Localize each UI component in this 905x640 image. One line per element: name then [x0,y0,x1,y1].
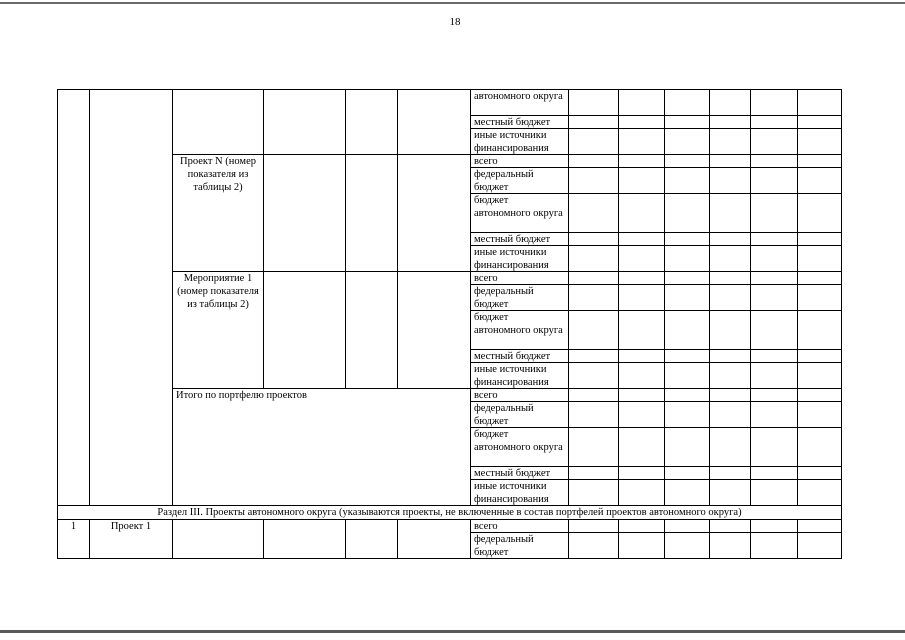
amount-cell [568,232,619,246]
amount-cell [750,519,798,533]
amount-cell [797,271,842,285]
amount-cell [750,128,798,155]
funding-source-cell-text: местный бюджет [474,351,551,362]
amount-cell [664,427,710,467]
group-value-cell [397,154,471,272]
amount-cell [618,245,665,272]
amount-cell [664,466,710,480]
group-value-cell [345,519,398,559]
amount-cell [750,167,798,194]
funding-source-cell [470,154,569,168]
group-value-cell [345,154,398,272]
funding-source-cell [470,89,569,116]
amount-cell [618,466,665,480]
group-value-cell [345,271,398,389]
amount-cell [618,349,665,363]
amount-cell [797,89,842,116]
amount-cell [709,167,751,194]
amount-cell [664,362,710,389]
amount-cell [750,388,798,402]
amount-cell [568,362,619,389]
funding-source-cell-text: местный бюджет [474,234,551,245]
funding-source-cell [470,271,569,285]
amount-cell [618,284,665,311]
funding-source-cell [470,388,569,402]
funding-source-cell-text: всего [474,390,498,401]
amount-cell [568,154,619,168]
amount-cell [568,466,619,480]
funding-source-cell-text: бюджет автономного округа [474,195,563,219]
amount-cell [664,115,710,129]
bottom-border-line [0,630,905,633]
group-value-cell [263,271,346,389]
amount-cell [709,532,751,559]
amount-cell [618,115,665,129]
amount-cell [568,193,619,233]
group-label-cell-text: Проект N (номер показателя из таблицы 2) [180,156,256,193]
amount-cell [664,349,710,363]
amount-cell [709,310,751,350]
group-value-cell [397,519,471,559]
amount-cell [618,310,665,350]
funding-source-cell-text: федеральный бюджет [474,403,534,427]
amount-cell [797,284,842,311]
amount-cell [797,401,842,428]
amount-cell [664,310,710,350]
funding-source-cell-text: автономного округа [474,91,563,102]
amount-cell [664,519,710,533]
amount-cell [709,519,751,533]
funding-source-cell [470,193,569,233]
amount-cell [709,245,751,272]
amount-cell [797,519,842,533]
amount-cell [618,479,665,506]
funding-source-cell-text: местный бюджет [474,117,551,128]
group-value-cell [172,519,264,559]
group-label-cell-text: Мероприятие 1 (номер показателя из таблицы 2) [177,273,259,310]
group-label-cell [172,89,264,155]
group-value-cell [397,89,471,155]
group-value-cell [345,89,398,155]
amount-cell [618,427,665,467]
amount-cell [664,271,710,285]
amount-cell [797,479,842,506]
amount-cell [568,115,619,129]
amount-cell [618,232,665,246]
amount-cell [797,466,842,480]
amount-cell [709,284,751,311]
funding-source-cell [470,466,569,480]
amount-cell [568,89,619,116]
amount-cell [750,115,798,129]
amount-cell [709,401,751,428]
amount-cell [750,532,798,559]
amount-cell [797,115,842,129]
funding-source-cell-text: всего [474,273,498,284]
section-header [57,505,842,520]
funding-source-cell [470,532,569,559]
amount-cell [618,388,665,402]
amount-cell [750,310,798,350]
funding-source-cell [470,519,569,533]
amount-cell [568,388,619,402]
amount-cell [709,362,751,389]
funding-source-cell [470,479,569,506]
funding-source-cell [470,362,569,389]
amount-cell [797,362,842,389]
amount-cell [664,401,710,428]
funding-source-cell-text: иные источники финансирования [474,481,549,505]
funding-source-cell-text: иные источники финансирования [474,130,549,154]
amount-cell [664,193,710,233]
amount-cell [750,284,798,311]
amount-cell [618,362,665,389]
funding-source-cell [470,310,569,350]
amount-cell [664,167,710,194]
amount-cell [750,193,798,233]
amount-cell [709,154,751,168]
amount-cell [664,388,710,402]
amount-cell [797,128,842,155]
amount-cell [750,349,798,363]
amount-cell [618,519,665,533]
group-value-cell [263,89,346,155]
amount-cell [664,232,710,246]
amount-cell [750,427,798,467]
amount-cell [709,466,751,480]
group-label-cell [172,154,264,272]
funding-source-cell-text: иные источники финансирования [474,247,549,271]
amount-cell [664,479,710,506]
funding-source-cell [470,401,569,428]
amount-cell [664,532,710,559]
amount-cell [797,532,842,559]
amount-cell [750,479,798,506]
amount-cell [797,167,842,194]
amount-cell [618,532,665,559]
amount-cell [568,401,619,428]
amount-cell [750,89,798,116]
amount-cell [618,154,665,168]
funding-source-cell-text: всего [474,156,498,167]
amount-cell [709,128,751,155]
amount-cell [750,232,798,246]
funding-source-cell-text: федеральный бюджет [474,534,534,558]
amount-cell [618,271,665,285]
amount-cell [568,271,619,285]
amount-cell [568,532,619,559]
amount-cell [664,245,710,272]
amount-cell [797,154,842,168]
amount-cell [797,427,842,467]
amount-cell [709,349,751,363]
group-label-cell [172,271,264,389]
funding-source-cell [470,115,569,129]
row-number-cell-text: 1 [70,521,77,532]
amount-cell [750,271,798,285]
amount-cell [709,479,751,506]
amount-cell [750,154,798,168]
amount-cell [568,284,619,311]
funding-source-cell [470,284,569,311]
amount-cell [664,128,710,155]
funding-source-cell-text: иные источники финансирования [474,364,549,388]
group-value-cell [263,154,346,272]
group-value-cell [397,271,471,389]
amount-cell [618,167,665,194]
amount-cell [709,232,751,246]
funding-source-cell-text: всего [474,521,498,532]
amount-cell [618,401,665,428]
amount-cell [797,245,842,272]
funding-source-cell-text: бюджет автономного округа [474,312,563,336]
amount-cell [664,89,710,116]
funding-source-cell [470,128,569,155]
amount-cell [568,427,619,467]
name-column-cell [89,89,173,506]
amount-cell [750,245,798,272]
top-border-line [0,2,905,4]
amount-cell [750,362,798,389]
amount-cell [750,401,798,428]
funding-source-cell [470,245,569,272]
funding-source-cell [470,167,569,194]
amount-cell [618,89,665,116]
group-value-cell [263,519,346,559]
amount-cell [618,128,665,155]
amount-cell [709,271,751,285]
amount-cell [618,193,665,233]
amount-cell [568,128,619,155]
amount-cell [709,193,751,233]
project-name-cell-text: Проект 1 [110,521,152,532]
amount-cell [750,466,798,480]
amount-cell [568,519,619,533]
funding-source-cell-text: бюджет автономного округа [474,429,563,453]
amount-cell [568,245,619,272]
page-number: 18 [449,16,461,28]
amount-cell [797,388,842,402]
amount-cell [709,115,751,129]
number-column-cell [57,89,90,506]
funding-source-cell-text: федеральный бюджет [474,169,534,193]
amount-cell [568,310,619,350]
amount-cell [797,310,842,350]
funding-source-cell [470,349,569,363]
amount-cell [797,193,842,233]
amount-cell [664,154,710,168]
funding-source-cell [470,232,569,246]
amount-cell [568,167,619,194]
amount-cell [709,427,751,467]
project-name-cell [89,519,173,559]
funding-source-cell-text: федеральный бюджет [474,286,534,310]
amount-cell [664,284,710,311]
amount-cell [797,349,842,363]
amount-cell [709,388,751,402]
total-portfolio-label-cell-text: Итого по портфелю проектов [176,390,307,401]
row-number-cell [57,519,90,559]
amount-cell [568,479,619,506]
funding-source-cell-text: местный бюджет [474,468,551,479]
amount-cell [797,232,842,246]
funding-source-cell [470,427,569,467]
section-header-text: Раздел III. Проекты автономного округа (указываются проекты, не включенные в состав портфелей проектов автономного округа) [157,507,742,518]
amount-cell [709,89,751,116]
total-portfolio-label-cell [172,388,471,506]
amount-cell [568,349,619,363]
